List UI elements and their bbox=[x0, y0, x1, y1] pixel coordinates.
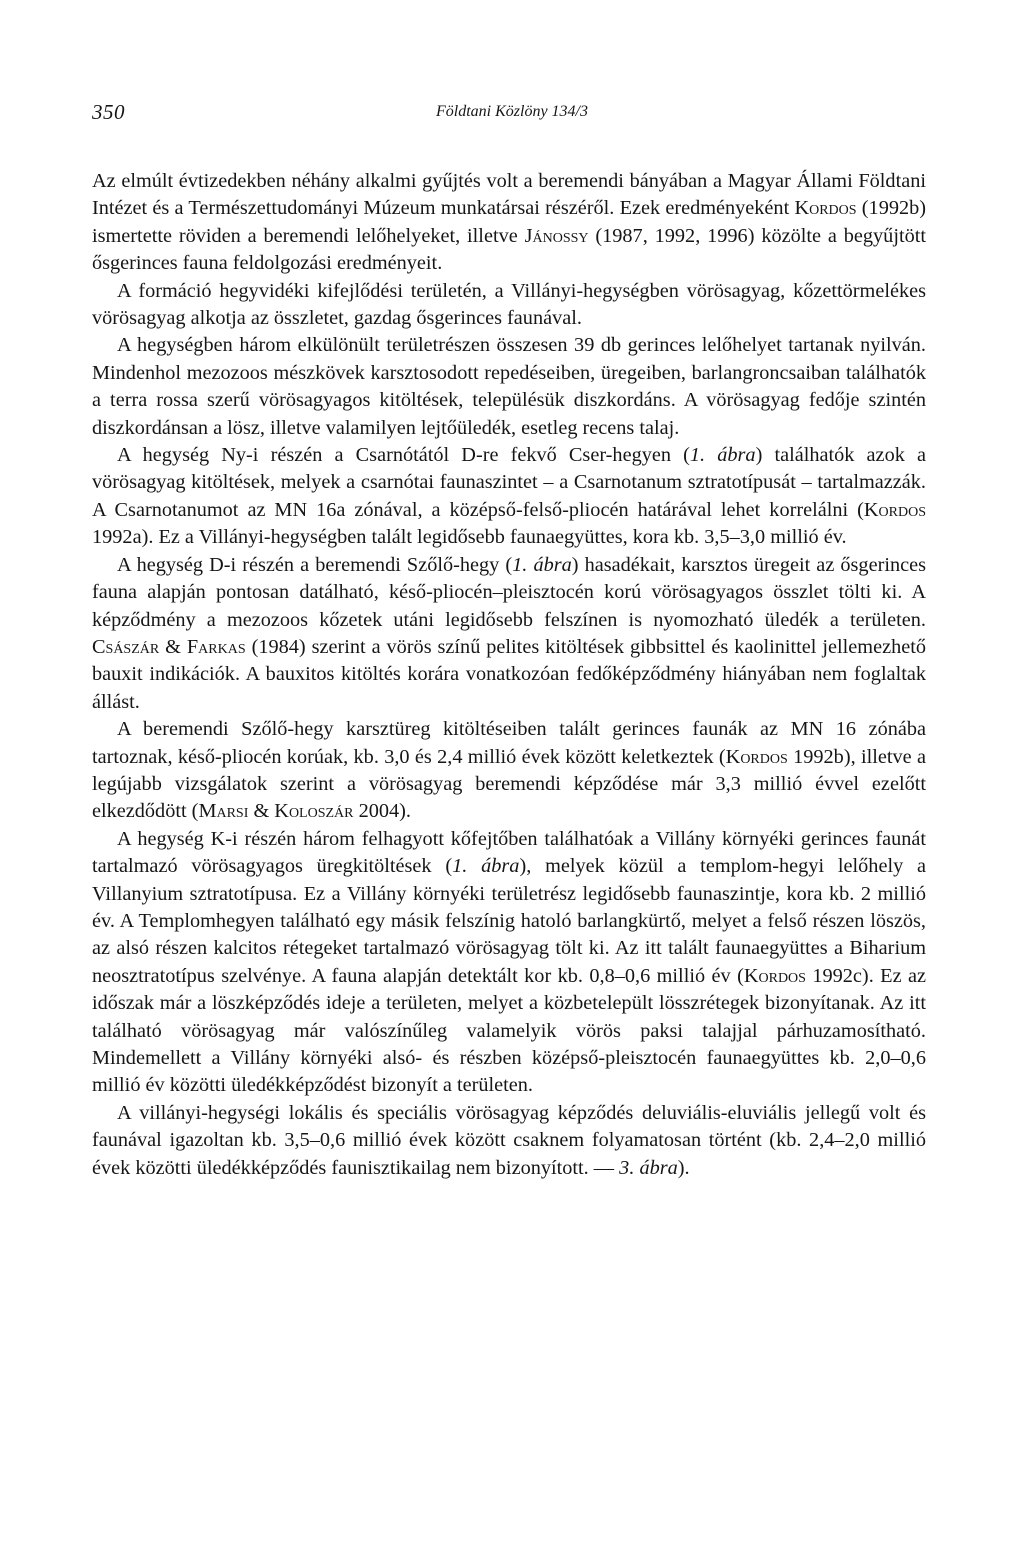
author-name: Kordos bbox=[794, 197, 857, 220]
paragraph-4: A hegység Ny-i részén a Csarnótától D-re fekvő Cser-hegyen (1. ábra) találhatók azok a vörösagyag kitöltések, melyek a csarnótai faunaszintet – a Csarnotanum sztratotípusát – tartalmazzák. A Csarnotanumot az MN 16a zónával, a középső-felső-pliocén határával lehet korrelálni (Kordos 1992a). Ez a Villányi-hegységben talált legidősebb faunaegyüttes, kora kb. 3,5–3,0 millió év. bbox=[92, 444, 926, 549]
paragraph-7: A hegység K-i részén három felhagyott kőfejtőben találhatóak a Villány környéki gerinces faunát tartalmazó vörösagyagos üregkitöltések (1. ábra), melyek közül a templom-hegyi lelőhely a Villanyium sztratotípusa. Ez a Villány környéki területrész legidősebb faunaszintje, kora kb. 2 millió év. A Templomhegyen található egy másik felszínig hatoló barlangkürtő, melyet a felső részen löszös, az alsó részen kalcitos rétegeket tartalmazó vörösagyag tölt ki. Az itt talált faunaegyüttes a Biharium neosztratotípus szelvénye. A fauna alapján detektált kor kb. 0,8–0,6 millió év (Kordos 1992c). Ez az időszak már a löszképződés ideje a területen, melyet a közbetelepült lösszrétegek bizonyítanak. Az itt található vörösagyag már valószínűleg valamelyik vörös paksi talajjal párhuzamosítható. Mindemellett a Villány környéki alsó- és részben középső-pleisztocén faunaegyüttes kb. 2,0–0,6 millió év közötti üledékképződést bizonyít a területen. bbox=[92, 827, 927, 1097]
paragraph-8: A villányi-hegységi lokális és speciális vörösagyag képződés deluviális-eluviális jellegű volt és faunával igazoltan kb. 3,5–0,6 millió évek között csaknem folyamatosan történt (kb. 2,4–2,0 millió évek közötti üledékképződés faunisztikailag nem bizonyított. — 3. ábra). bbox=[92, 1101, 926, 1179]
paragraph-6: A beremendi Szőlő-hegy karsztüreg kitöltéseiben talált gerinces faunák az MN 16 zónába tartoznak, késő-pliocén korúak, kb. 3,0 és 2,4 millió évek között keletkeztek (Kordos 1992b), illetve a legújabb vizsgálatok szerint a vörösagyag beremendi képződése már 3,3 millió évvel ezelőtt elkezdődött (Marsi & Koloszár 2004). bbox=[92, 718, 926, 823]
figure-reference: 1. ábra bbox=[452, 855, 520, 878]
page-number: 350 bbox=[92, 100, 125, 124]
paragraph-2: A formáció hegyvidéki kifejlődési területén, a Villányi-hegységben vörösagyag, kőzettörmelékes vörösagyag alkotja az összletet, gazdag ősgerinces faunával. bbox=[92, 279, 926, 330]
author-name: Kordos bbox=[863, 498, 926, 521]
article-body bbox=[92, 168, 926, 1182]
author-name: Farkas bbox=[186, 635, 246, 658]
author-name: Koloszár bbox=[274, 800, 354, 823]
author-name: Jánossy bbox=[524, 224, 589, 247]
figure-reference: 1. ábra bbox=[689, 444, 756, 467]
author-name: Császár bbox=[92, 635, 160, 658]
figure-reference: 1. ábra bbox=[512, 553, 572, 576]
paragraph-3: A hegységben három elkülönült területrészen összesen 39 db gerinces lelőhelyet tartanak nyilván. Mindenhol mezozoos mészkövek karsztosodott repedéseiben, üregeiben, barlangroncsaiban találhatók a terra rossa szerű vörösagyagos kitöltések, településük diszkordáns. A vörösagyag fedője szintén diszkordánsan a lösz, illetve valamilyen lejtőüledék, esetleg recens talaj. bbox=[92, 334, 926, 439]
page-header bbox=[92, 100, 932, 132]
author-name: Kordos bbox=[743, 964, 806, 987]
figure-reference: 3. ábra bbox=[619, 1156, 678, 1179]
journal-title: Földtani Közlöny 134/3 bbox=[436, 103, 588, 120]
paragraph-5: A hegység D-i részén a beremendi Szőlő-hegy (1. ábra) hasadékait, karsztos üregeit az ősgerinces fauna alapján pontosan datálható, késő-pliocén–pleisztocén korú vörösagyagos összlet tölti ki. A képződmény a mezozoos kőzetek utáni legidősebb felszínen is nyomozható üledék a területen. Császár & Farkas (1984) szerint a vörös színű pelites kitöltések gibbsittel és kaolinittel jellemezhető bauxit indikációk. A bauxitos kitöltés korára vonatkozóan fedőképződmény hiányában nem foglaltak állást. bbox=[92, 553, 927, 713]
author-name: Marsi bbox=[198, 800, 249, 823]
author-name: Kordos bbox=[725, 745, 788, 768]
paragraph-1: Az elmúlt évtizedekben néhány alkalmi gyűjtés volt a beremendi bányában a Magyar Állami Földtani Intézet és a Természettudományi Múzeum munkatársai részéről. Ezek eredményeként Kordos (1992b) ismertette röviden a beremendi lelőhelyeket, illetve Jánossy (1987, 1992, 1996) közölte a begyűjtött ősgerinces fauna feldolgozási eredményeit. bbox=[92, 170, 927, 275]
